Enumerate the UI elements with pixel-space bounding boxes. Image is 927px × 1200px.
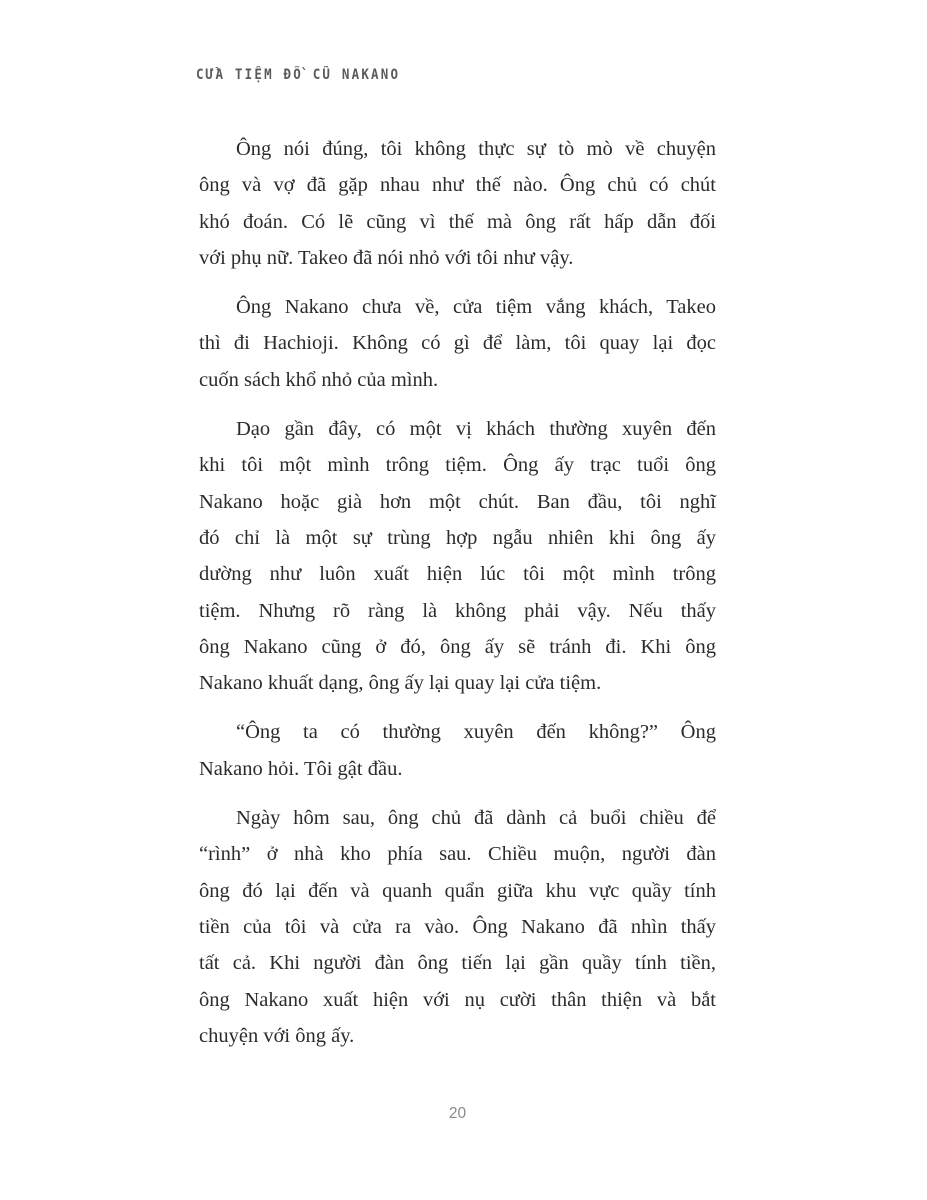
text-line: “rình” ở nhà kho phía sau. Chiều muộn, người đàn xyxy=(199,843,716,866)
text-line: cuốn sách khổ nhỏ của mình. xyxy=(199,368,439,391)
paragraph xyxy=(199,289,716,398)
text-line: đó chỉ là một sự trùng hợp ngẫu nhiên khi ông ấy xyxy=(199,526,716,549)
text-line: ông Nakano cũng ở đó, ông ấy sẽ tránh đi. Khi ông xyxy=(199,635,716,658)
text-line: ông và vợ đã gặp nhau như thế nào. Ông chủ có chút xyxy=(199,174,716,197)
text-line: chuyện với ông ấy. xyxy=(199,1024,355,1047)
text-line: với phụ nữ. Takeo đã nói nhỏ với tôi như vậy. xyxy=(199,246,574,269)
text-line: Dạo gần đây, có một vị khách thường xuyên đến xyxy=(236,418,716,441)
text-line: Nakano hoặc già hơn một chút. Ban đầu, tôi nghĩ xyxy=(199,490,716,513)
paragraph xyxy=(199,714,716,787)
text-line: khó đoán. Có lẽ cũng vì thế mà ông rất hấp dẫn đối xyxy=(199,210,716,233)
paragraph xyxy=(199,800,716,1054)
text-line: dường như luôn xuất hiện lúc tôi một mình trông xyxy=(199,563,716,586)
page-number: 20 xyxy=(448,1105,467,1122)
text-line: Nakano khuất dạng, ông ấy lại quay lại cửa tiệm. xyxy=(199,672,602,695)
text-line: tiền của tôi và cửa ra vào. Ông Nakano đã nhìn thấy xyxy=(199,915,716,938)
text-line: thì đi Hachioji. Không có gì để làm, tôi quay lại đọc xyxy=(199,332,716,355)
text-line: tất cả. Khi người đàn ông tiến lại gần quầy tính tiền, xyxy=(199,952,716,975)
text-line: Ngày hôm sau, ông chủ đã dành cả buổi chiều để xyxy=(236,807,716,830)
paragraph xyxy=(199,131,716,276)
text-line: “Ông ta có thường xuyên đến không?” Ông xyxy=(236,721,716,744)
text-line: Ông nói đúng, tôi không thực sự tò mò về chuyện xyxy=(236,138,716,160)
text-line: Ông Nakano chưa về, cửa tiệm vắng khách, Takeo xyxy=(236,296,716,319)
text-line: ông đó lại đến và quanh quẩn giữa khu vực quầy tính xyxy=(199,879,716,902)
text-line: tiệm. Nhưng rõ ràng là không phải vậy. Nếu thấy xyxy=(199,599,716,622)
text-line: ông Nakano xuất hiện với nụ cười thân thiện và bắt xyxy=(199,988,716,1011)
paragraph xyxy=(199,411,716,701)
text-line: khi tôi một mình trông tiệm. Ông ấy trạc tuổi ông xyxy=(199,454,716,477)
text-line: Nakano hỏi. Tôi gật đầu. xyxy=(199,757,403,780)
running-header: CỬA TIỆM ĐỒ CŨ NAKANO xyxy=(196,66,401,83)
body-text-column xyxy=(199,131,716,1067)
